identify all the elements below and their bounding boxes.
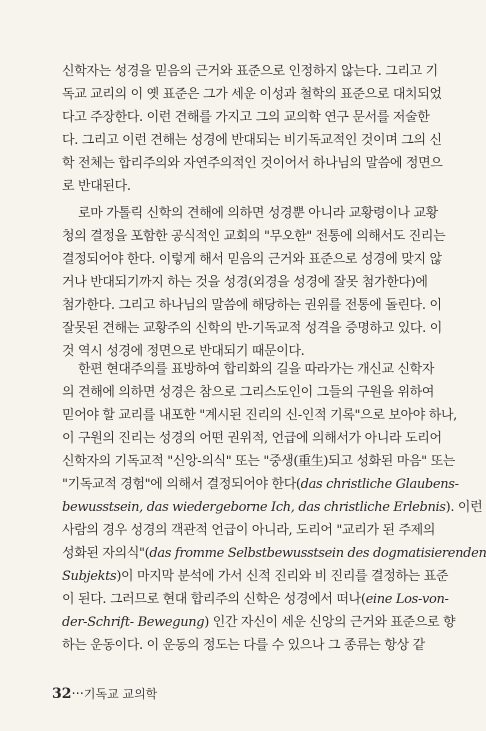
text-line: 신학자의 기독교적 "신앙-의식" 또는 "중생(重生)되고 성화된 마음" 또는: [62, 454, 455, 469]
text-line: 로마 가톨릭 신학의 견해에 의하면 성경뿐 아니라 교황령이나 교황: [78, 206, 438, 221]
text-line: 독교 교리의 이 옛 표준은 그가 세운 이성과 철학의 표준으로 대치되었: [62, 87, 442, 102]
text-line: 하는 운동이다. 이 운동의 정도는 다를 수 있으나 그 종류는 항상 같: [62, 638, 425, 653]
text-line: 이 구원의 진리는 성경의 어떤 권위적, 언급에 의해서가 아니라 도리어: [62, 431, 442, 446]
text-line: Subjekts)이 마지막 분석에 가서 신적 진리와 비 진리를 결정하는 표준: [62, 569, 449, 584]
paragraph-1: [62, 60, 443, 198]
text-line: 다고 주장한다. 이런 견해를 가지고 그의 교의학 연구 문서를 저술한: [62, 110, 430, 125]
text-line: 로 반대된다.: [62, 179, 131, 194]
text-line: 청의 결정을 포함한 공식적인 교회의 "무오한" 전통에 의해서도 진리는: [62, 229, 446, 244]
text-line: 잘못된 견해는 교황주의 신학의 반-기독교적 성격을 증명하고 있다. 이: [62, 321, 442, 336]
text-line: 첨가한다. 그리고 하나님의 말씀에 해당하는 권위를 전통에 돌린다. 이: [62, 298, 442, 313]
text-line: 의 견해에 의하면 성경은 참으로 그리스도인이 그들의 구원을 위하여: [62, 385, 435, 400]
page-number: 32: [52, 686, 72, 702]
running-title: 기독교 교의학: [83, 687, 158, 701]
text-line: 한편 현대주의를 표방하여 합리화의 길을 따라가는 개신교 신학자: [78, 362, 435, 377]
text-line: der-Schrift- Bewegung) 인간 자신이 세운 신앙의 근거와 표준으로 향: [62, 615, 456, 630]
text-line: 것 역시 성경에 정면으로 반대되기 때문이다.: [62, 344, 305, 359]
text-line: 이 된다. 그러므로 현대 합리주의 신학은 성경에서 떠나(eine Los-von-: [62, 592, 449, 607]
text-line: 신학자는 성경을 믿음의 근거와 표준으로 인정하지 않는다. 그리고 기: [62, 64, 438, 79]
text-line: 결정되어야 한다. 이렇게 해서 믿음의 근거와 표준으로 성경에 맞지 않: [62, 252, 442, 267]
text-line: 사람의 경우 성경의 객관적 언급이 아니라, 도리어 "교리가 된 주제의: [62, 523, 436, 538]
text-line: 학 전체는 합리주의와 자연주의적인 것이어서 하나님의 말씀에 정면으: [62, 156, 443, 171]
text-line: bewusstsein, das wiedergeborne Ich, das christliche Erlebnis). 이런: [62, 500, 483, 515]
text-line: 믿어야 할 교리를 내포한 "계시된 진리의 신-인적 기록"으로 보아야 하나,: [62, 408, 457, 423]
text-line: 성화된 자의식"(das fromme Selbstbewusstsein des dogmatisierenden: [62, 546, 486, 561]
page-footer: [52, 684, 157, 705]
text-line: "기독교적 경험"에 의해서 결정되어야 한다(das christliche Glaubens-: [62, 477, 459, 492]
paragraph-3: [62, 358, 486, 657]
text-line: 거나 반대되기까지 하는 것을 성경(외경을 성경에 잘못 첨가한다)에: [62, 275, 428, 290]
paragraph-2: [62, 202, 446, 363]
footer-separator: ···: [71, 687, 84, 702]
text-line: 다. 그리고 이런 견해는 성경에 반대되는 비기독교적인 것이며 그의 신: [62, 133, 442, 148]
